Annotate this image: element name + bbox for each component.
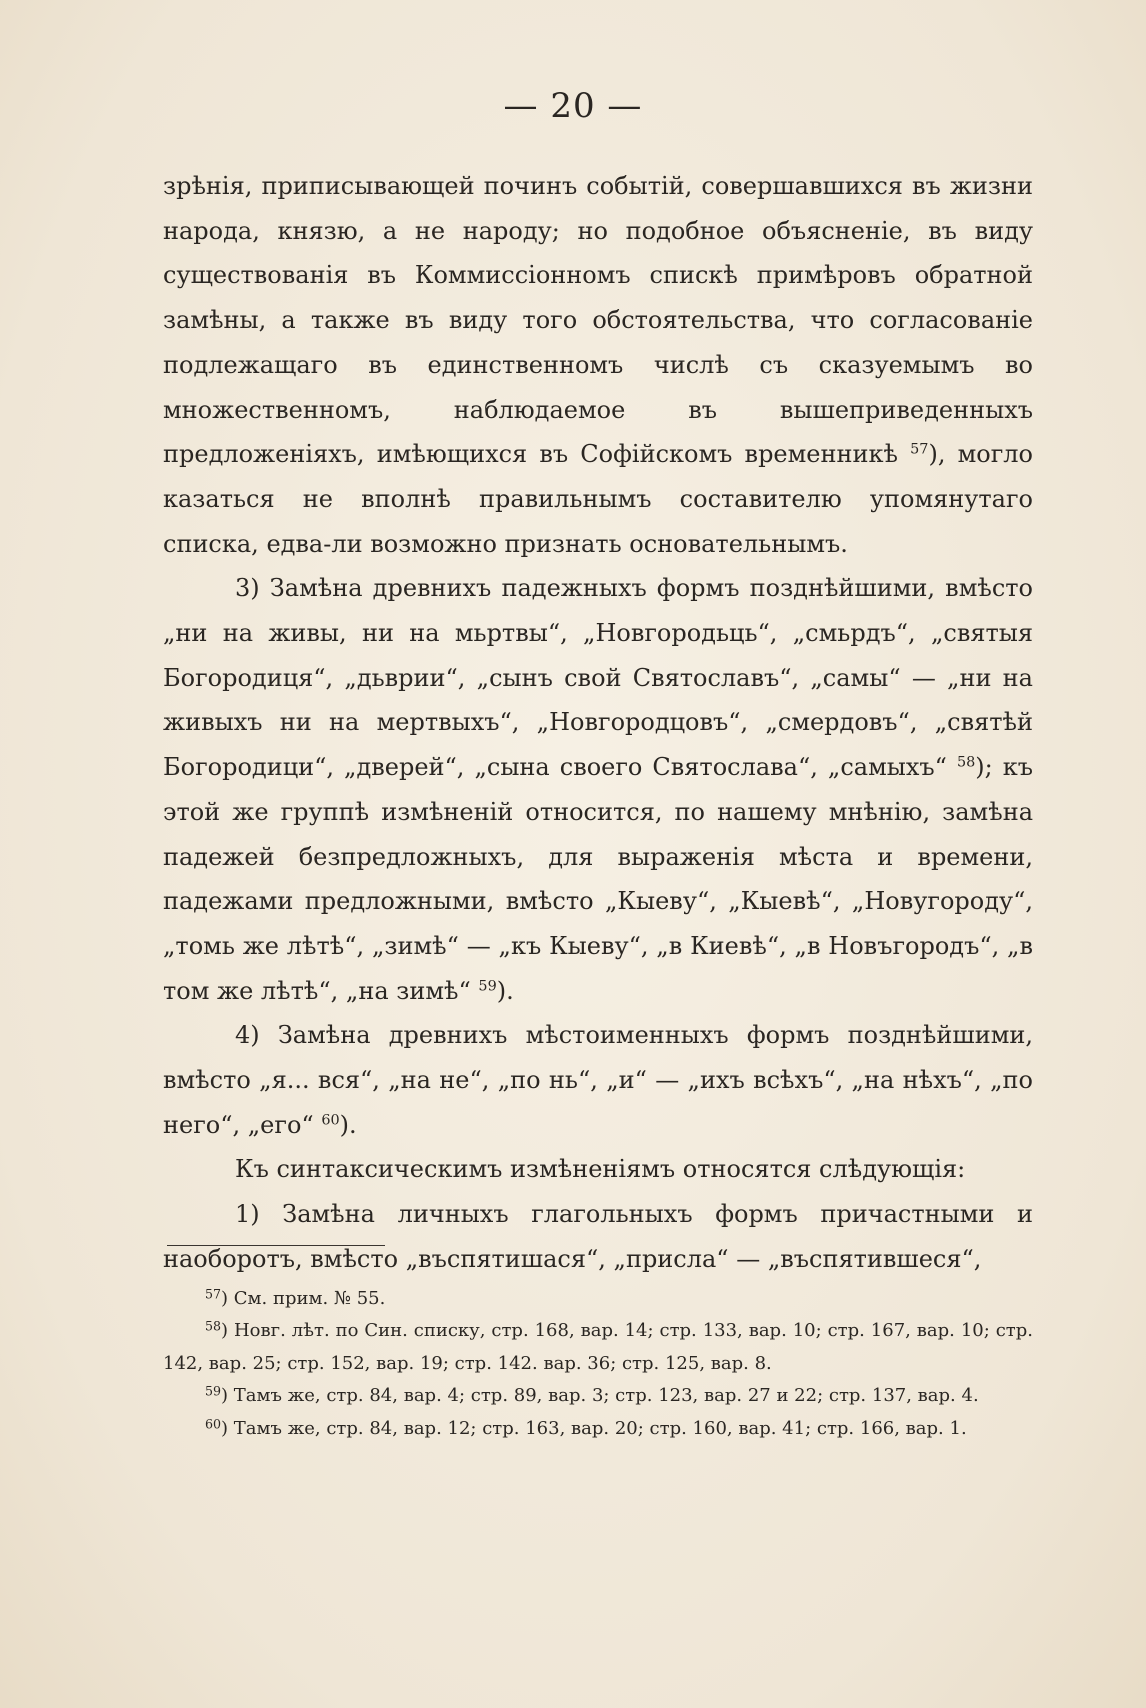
main-text (163, 164, 1033, 1282)
paragraph: Къ синтаксическимъ измѣненіямъ относятся слѣдующія: (235, 1155, 966, 1184)
paragraph-text: 3) Замѣна древнихъ падежныхъ формъ позднѣйшими, вмѣсто „ни на живы, ни на мьртвы“, „Новгородьць“, „смьрдъ“, „святыя Богородиця“, „дьврии“, „сынъ свой Святославъ“, „самы“ — „ни на живыхъ ни на мертвыхъ“, „Новгородцовъ“, „смердовъ“, „святѣй Богородици“, „дверей“, „сына своего Святослава“, „самыхъ“ (163, 574, 1033, 782)
paragraph (163, 1013, 1033, 1147)
footnote-number: 58 (205, 1318, 222, 1334)
paragraph-text: ), могло казаться не вполнѣ правильнымъ составителю упомянутаго списка, едва-ли возможно признать основательнымъ. (163, 440, 1033, 558)
footnote-number: 60 (205, 1415, 222, 1431)
paragraph-text: ). (496, 976, 514, 1005)
footnote-text: ) Новг. лѣт. по Син. списку, стр. 168, вар. 14; стр. 133, вар. 10; стр. 167, вар. 10; стр. 142, вар. 25; стр. 152, вар. 19; стр. 142. вар. 36; стр. 125, вар. 8. (163, 1320, 1033, 1374)
paragraph: 1) Замѣна личныхъ глагольныхъ формъ причастными и наоборотъ, вмѣсто „въспятишася“, „присла“ — „въспятившеся“, (163, 1200, 1033, 1273)
footnote-divider (167, 1245, 385, 1246)
footnote-text: ) Тамъ же, стр. 84, вар. 12; стр. 163, вар. 20; стр. 160, вар. 41; стр. 166, вар. 1. (221, 1417, 967, 1439)
footnote (163, 1380, 1033, 1412)
footnotes (163, 1283, 1033, 1445)
footnote (163, 1413, 1033, 1445)
footnote (163, 1283, 1033, 1315)
paragraph-text: зрѣнія, приписывающей починъ событій, совершавшихся въ жизни народа, князю, а не народу; но подобное объясненіе, въ виду существованія въ Коммиссіонномъ спискѣ примѣровъ обратной замѣны, а также въ виду того обстоятельства, что согласованіе подлежащаго въ единственномъ числѣ съ сказуемымъ во множественномъ, наблюдаемое въ вышеприведенныхъ предложеніяхъ, имѣющихся въ Софійскомъ временникѣ (163, 172, 1033, 469)
paragraph-text: 4) Замѣна древнихъ мѣстоименныхъ формъ позднѣйшими, вмѣсто „я... вся“, „на не“, „по нь“, „и“ — „ихъ всѣхъ“, „на нѣхъ“, „по него“, „его“ (163, 1021, 1033, 1139)
footnote-number: 59 (205, 1383, 222, 1399)
paragraph-text: ). (339, 1110, 357, 1139)
footnote (163, 1315, 1033, 1380)
page-number: — 20 — (503, 86, 643, 126)
footnote-ref: 59 (478, 978, 497, 995)
footnote-ref: 57 (910, 441, 929, 458)
footnote-ref: 60 (321, 1112, 340, 1129)
footnote-text: ) Тамъ же, стр. 84, вар. 4; стр. 89, вар. 3; стр. 123, вар. 27 и 22; стр. 137, вар. 4. (221, 1385, 979, 1407)
footnote-ref: 58 (956, 754, 976, 771)
footnote-number: 57 (205, 1286, 222, 1302)
footnote-text: ) См. прим. № 55. (221, 1288, 386, 1309)
paragraph-text: ); къ этой же группѣ измѣненій относится, по нашему мнѣнію, замѣна падежей безпредложныхъ, для выраженія мѣста и времени, падежами предложными, вмѣсто „Кыеву“, „Кыевѣ“, „Новугороду“, „томь же лѣтѣ“, „зимѣ“ — „къ Кыеву“, „в Киевѣ“, „в Новъгородъ“, „в том же лѣтѣ“, „на зимѣ“ (163, 753, 1033, 1005)
paragraph (163, 164, 1033, 566)
paragraph (163, 566, 1033, 1013)
